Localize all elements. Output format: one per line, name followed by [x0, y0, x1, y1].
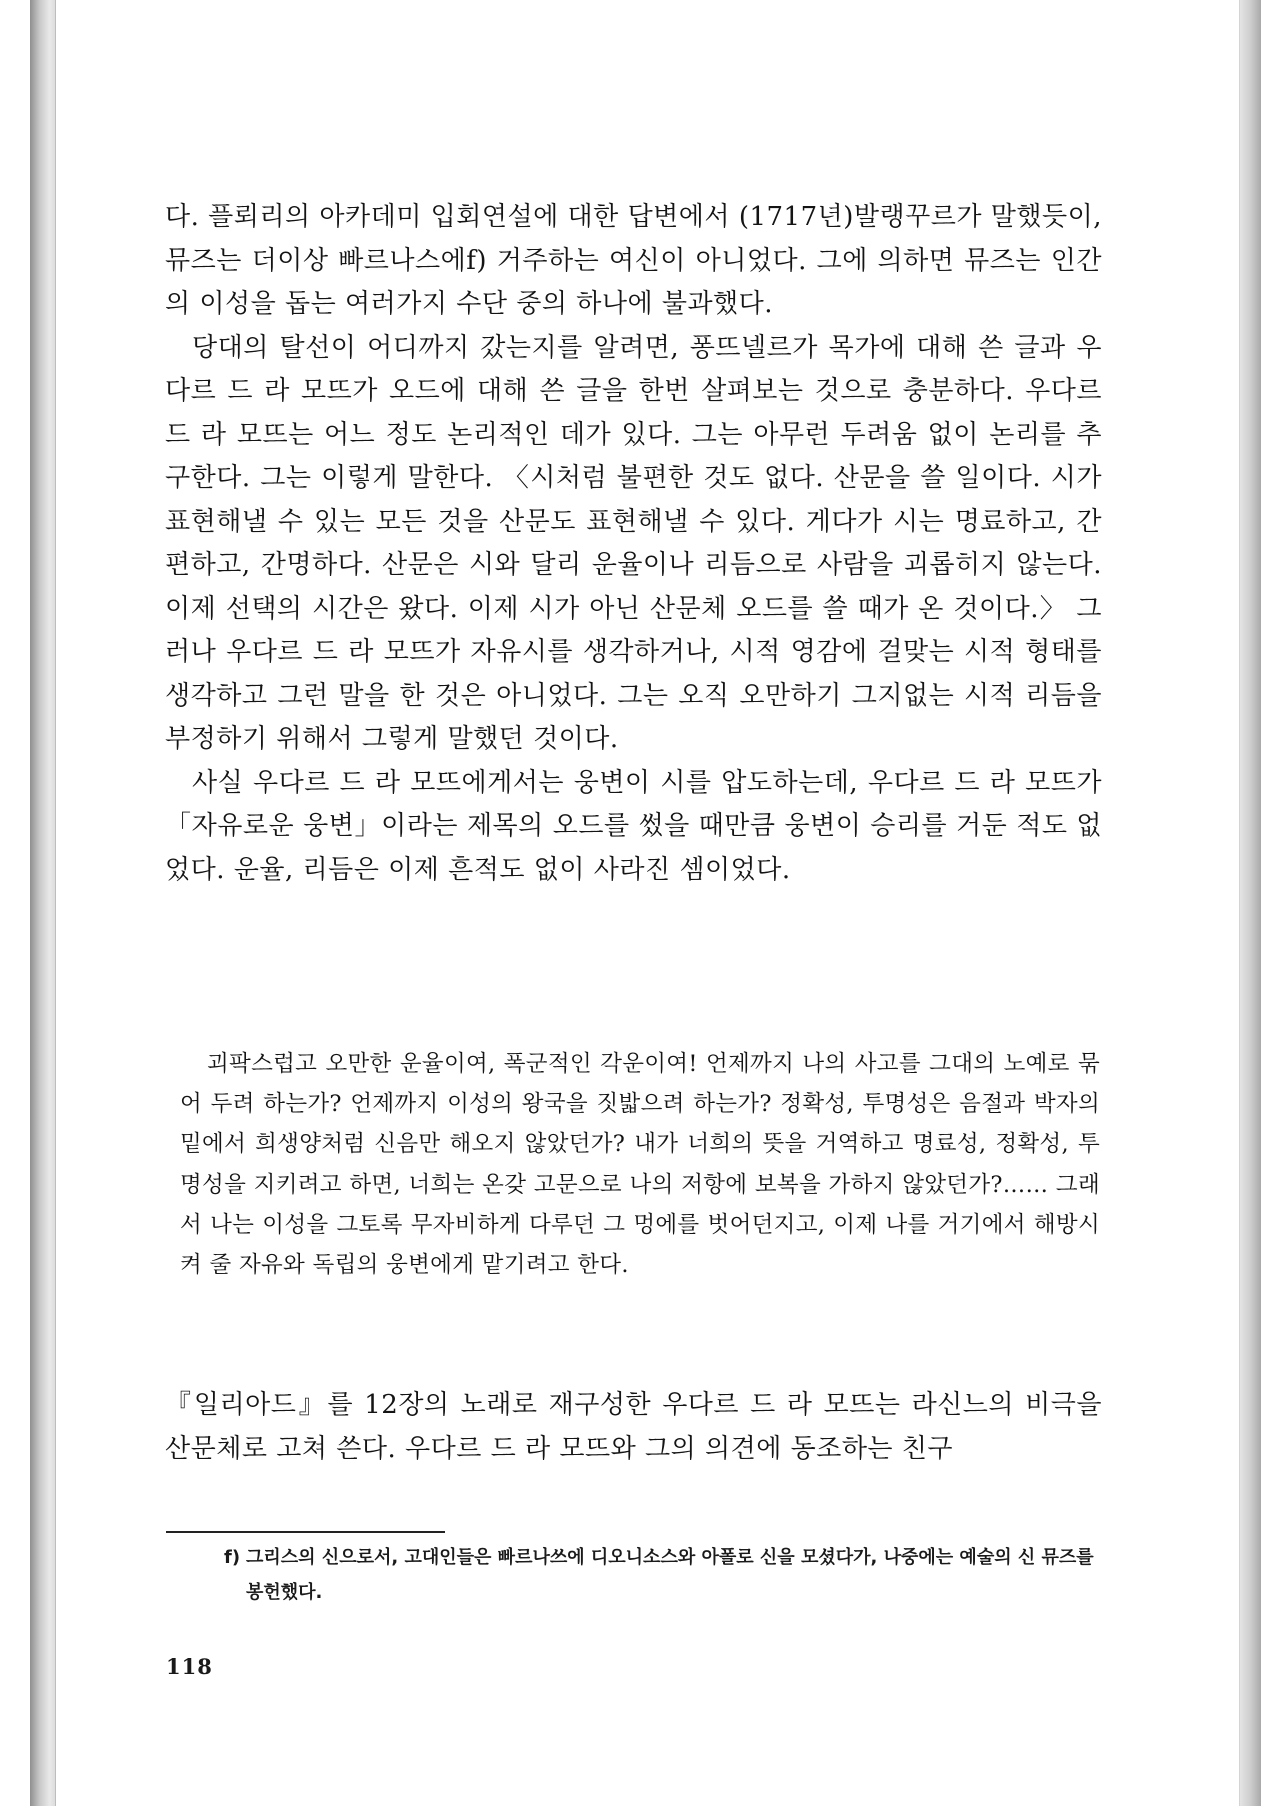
footnote-divider — [166, 1531, 445, 1533]
paragraph-3: 사실 우다르 드 라 모뜨에게서는 웅변이 시를 압도하는데, 우다르 드 라 모뜨가 「자유로운 웅변」이라는 제목의 오드를 썼을 때만큼 웅변이 승리를 거둔 적도 없었다. 운율, 리듬은 이제 흔적도 없이 사라진 셈이었다. — [165, 767, 1102, 885]
footnote — [224, 1540, 1106, 1610]
quote-text: 괴팍스럽고 오만한 운율이여, 폭군적인 각운이여! 언제까지 나의 사고를 그대의 노예로 묶어 두려 하는가? 언제까지 이성의 왕국을 짓밟으려 하는가? 정확성, 투명성은 음절과 박자의 밑에서 희생양처럼 신음만 해오지 않았던가? 내가 너희의 뜻을 거역하고 명료성, 정확성, 투명성을 지키려고 하면, 너희는 온갖 고문으로 나의 저항에 보복을 가하지 않았던가?…… 그래서 나는 이성을 그토록 무자비하게 다루던 그 멍에를 벗어던지고, 이제 나를 거기에서 해방시켜 줄 자유와 독립의 웅변에게 맡기려고 한다. — [180, 1051, 1100, 1279]
paragraph-4: 『일리아드』를 12장의 노래로 재구성한 우다르 드 라 모뜨는 라신느의 비극을 산문체로 고쳐 쓴다. 우다르 드 라 모뜨와 그의 의견에 동조하는 친구 — [165, 1390, 1102, 1464]
footnote-mark: f) — [224, 1547, 241, 1568]
page-edge — [1239, 0, 1261, 1806]
paragraph-1: 다. 플뢰리의 아카데미 입회연설에 대한 답변에서 (1717년)발랭꾸르가 말했듯이, 뮤즈는 더이상 빠르나스에f) 거주하는 여신이 아니었다. 그에 의하면 뮤즈는 인간의 이성을 돕는 여러가지 수단 중의 하나에 불과했다. — [165, 202, 1102, 319]
continuation-text — [165, 1384, 1102, 1471]
page-number: 118 — [166, 1654, 213, 1679]
block-quote — [180, 1044, 1100, 1285]
main-text — [165, 196, 1102, 892]
footnote-text: 그리스의 신으로서, 고대인들은 빠르나쓰에 디오니소스와 아폴로 신을 모셨다가, 나중에는 예술의 신 뮤즈를 봉헌했다. — [246, 1547, 1094, 1603]
book-spine — [30, 0, 58, 1806]
paragraph-2: 당대의 탈선이 어디까지 갔는지를 알려면, 퐁뜨넬르가 목가에 대해 쓴 글과 우다르 드 라 모뜨가 오드에 대해 쓴 글을 한번 살펴보는 것으로 충분하다. 우다르 드 라 모뜨는 어느 정도 논리적인 데가 있다. 그는 아무런 두려움 없이 논리를 추구한다. 그는 이렇게 말한다. 〈시처럼 불편한 것도 없다. 산문을 쓸 일이다. 시가 표현해낼 수 있는 모든 것을 산문도 표현해낼 수 있다. 게다가 시는 명료하고, 간편하고, 간명하다. 산문은 시와 달리 운율이나 리듬으로 사람을 괴롭히지 않는다. 이제 선택의 시간은 왔다. 이제 시가 아닌 산문체 오드를 쓸 때가 온 것이다.〉 그러나 우다르 드 라 모뜨가 자유시를 생각하거나, 시적 영감에 걸맞는 시적 형태를 생각하고 그런 말을 한 것은 아니었다. 그는 오직 오만하기 그지없는 시적 리듬을 부정하기 위해서 그렇게 말했던 것이다. — [165, 332, 1102, 754]
